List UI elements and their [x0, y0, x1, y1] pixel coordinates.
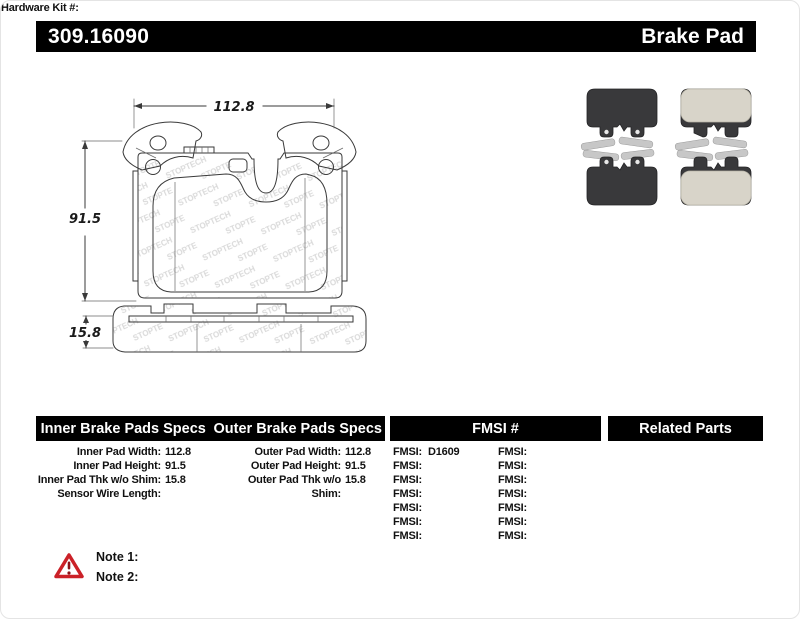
- spec-value: [161, 487, 198, 501]
- related-label: Hardware Kit #:: [1, 2, 79, 14]
- spec-row: [36, 445, 198, 459]
- inner-specs-column: [36, 445, 198, 501]
- fmsi-label: FMSI:: [393, 474, 422, 486]
- right-ear: [342, 171, 347, 281]
- outer-pad-top-photo: [681, 89, 751, 137]
- spec-value: 91.5: [165, 460, 186, 472]
- side-view-drawing: [113, 304, 366, 352]
- front-view-drawing: [123, 122, 356, 299]
- spec-row: [216, 459, 378, 473]
- note-1: [96, 550, 138, 564]
- related-row: [1, 1, 799, 15]
- inner-pad-top-photo: [587, 89, 657, 137]
- spec-row: [36, 459, 198, 473]
- outer-specs-column: [216, 445, 378, 500]
- fmsi-row: [498, 529, 533, 543]
- spec-label: Inner Pad Thk w/o Shim:: [37, 474, 161, 486]
- fmsi-label: FMSI:: [498, 502, 527, 514]
- spec-label: Outer Pad Width:: [254, 446, 341, 458]
- spec-label: Outer Pad Height:: [250, 460, 341, 472]
- fmsi-row: [393, 473, 459, 487]
- fmsi-header: FMSI #: [472, 420, 519, 437]
- spec-row: [36, 473, 198, 487]
- note-label: Note 1:: [96, 550, 139, 564]
- spec-row: [216, 473, 378, 500]
- note-label: Note 2:: [96, 570, 139, 584]
- spec-row: [36, 487, 198, 501]
- product-photo: [579, 83, 779, 211]
- width-dimension-label: 112.8: [213, 100, 255, 115]
- fmsi-label: FMSI:: [498, 488, 527, 500]
- spring-tab: [184, 147, 214, 153]
- fmsi-row: [393, 487, 459, 501]
- fmsi-row: [498, 473, 533, 487]
- related-parts-column: [1, 1, 799, 15]
- fmsi-row: [498, 515, 533, 529]
- header-bar: [36, 21, 756, 52]
- fmsi-label: FMSI:: [393, 502, 422, 514]
- fmsi-row: [393, 529, 459, 543]
- note-2: [96, 570, 138, 584]
- fmsi-label: FMSI:: [393, 460, 422, 472]
- technical-drawing: [56, 86, 386, 371]
- fmsi-label: FMSI:: [498, 530, 527, 542]
- fmsi-row: [393, 515, 459, 529]
- fmsi-row: [393, 445, 459, 459]
- pads-specs-header-bar: [36, 416, 385, 441]
- fmsi-row: [393, 501, 459, 515]
- spec-label: Outer Pad Thk w/o Shim:: [247, 474, 341, 500]
- warning-icon: [54, 552, 84, 580]
- outer-specs-header: Outer Brake Pads Specs: [213, 420, 382, 437]
- spec-value: 91.5: [345, 460, 366, 472]
- fmsi-label: FMSI:: [393, 516, 422, 528]
- fmsi-row: [498, 459, 533, 473]
- spec-value: 15.8: [345, 474, 366, 486]
- product-type-title: Brake Pad: [641, 24, 744, 48]
- spec-row: [216, 445, 378, 459]
- fmsi-row: [498, 445, 533, 459]
- spec-value: 112.8: [345, 446, 371, 458]
- part-number: 309.16090: [48, 24, 150, 48]
- related-parts-header: Related Parts: [639, 420, 732, 437]
- fmsi-column-2: [498, 445, 533, 543]
- fmsi-header-bar: [390, 416, 601, 441]
- fmsi-label: FMSI:: [498, 474, 527, 486]
- height-dimension-label: 91.5: [68, 212, 102, 227]
- fmsi-row: [498, 487, 533, 501]
- fmsi-label: FMSI:: [393, 488, 422, 500]
- fmsi-row: [393, 459, 459, 473]
- spec-label: Inner Pad Height:: [73, 460, 161, 472]
- fmsi-row: [498, 501, 533, 515]
- outer-pad-bottom-photo: [681, 157, 751, 205]
- hardware-clips-right: [675, 137, 749, 162]
- inner-specs-header: Inner Brake Pads Specs: [40, 420, 206, 437]
- fmsi-label: FMSI:: [393, 530, 422, 542]
- fmsi-label: FMSI:: [498, 516, 527, 528]
- inner-pad-bottom-photo: [587, 157, 657, 205]
- thickness-dimension-label: 15.8: [68, 326, 102, 341]
- fmsi-label: FMSI:: [393, 446, 422, 458]
- spec-value: 112.8: [165, 446, 191, 458]
- fmsi-label: FMSI:: [498, 446, 527, 458]
- hardware-clips-left: [581, 137, 655, 162]
- left-ear: [133, 171, 138, 281]
- fmsi-column-1: [393, 445, 459, 543]
- fmsi-value: D1609: [428, 446, 460, 458]
- spec-label: Inner Pad Width:: [76, 446, 161, 458]
- related-parts-header-bar: [608, 416, 763, 441]
- fmsi-label: FMSI:: [498, 460, 527, 472]
- spec-value: 15.8: [165, 474, 186, 486]
- spec-label: Sensor Wire Length:: [57, 488, 161, 500]
